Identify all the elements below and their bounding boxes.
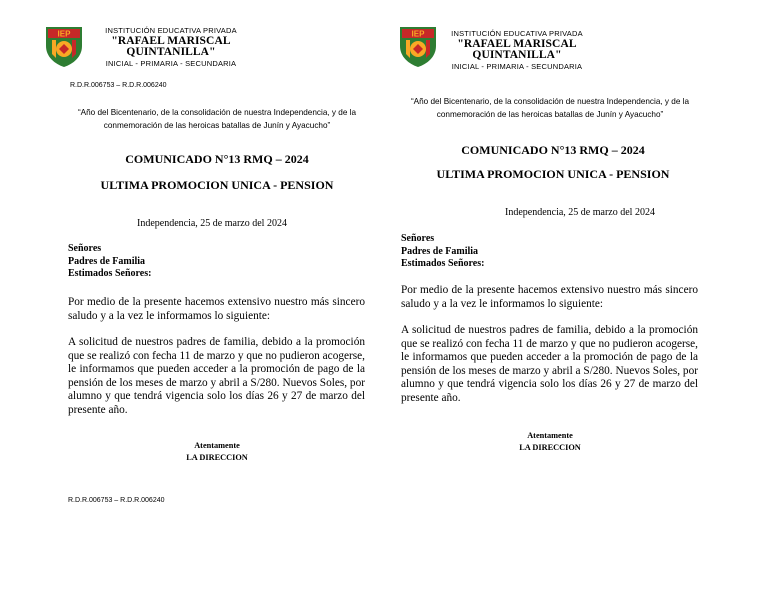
salutation-line: Estimados Señores: xyxy=(401,258,485,269)
letter-date: Independencia, 25 de marzo del 2024 xyxy=(137,218,287,229)
signature-block xyxy=(157,440,277,464)
school-name: "RAFAEL MARISCAL QUINTANILLA" xyxy=(457,37,577,61)
school-type: INSTITUCIÓN EDUCATIVA PRIVADA xyxy=(451,29,583,38)
intro-paragraph: Por medio de la presente hacemos extensivo nuestro más sincero saludo y a la vez le informamos lo siguiente: xyxy=(401,284,698,310)
right-letter xyxy=(384,0,768,594)
rdr-footer: R.D.R.006753 – R.D.R.006240 xyxy=(68,497,165,504)
salutation xyxy=(401,233,484,271)
salutation-line: Padres de Familia xyxy=(68,255,146,267)
communique-title: COMUNICADO N°13 RMQ – 2024 xyxy=(461,143,645,157)
school-header xyxy=(432,30,602,70)
communique-subtitle: ULTIMA PROMOCION UNICA - PENSION xyxy=(436,167,670,181)
school-header xyxy=(86,27,256,67)
communique-title: COMUNICADO N°13 RMQ – 2024 xyxy=(125,152,309,166)
communique-subtitle: ULTIMA PROMOCION UNICA - PENSION xyxy=(100,178,334,192)
closing: Atentamente xyxy=(527,431,573,440)
salutation-line: Señores xyxy=(401,233,435,244)
school-levels: INICIAL - PRIMARIA - SECUNDARIA xyxy=(451,61,583,71)
salutation-line: Padres de Familia xyxy=(401,245,479,257)
letter-date: Independencia, 25 de marzo del 2024 xyxy=(505,207,655,218)
school-name: "RAFAEL MARISCAL QUINTANILLA" xyxy=(111,34,231,58)
school-levels: INICIAL - PRIMARIA - SECUNDARIA xyxy=(105,58,237,68)
signatory: LA DIRECCION xyxy=(519,443,581,452)
logo-text: IEP xyxy=(411,29,425,39)
salutation-line: Estimados Señores: xyxy=(68,268,152,279)
salutation xyxy=(68,243,151,281)
rdr-header: R.D.R.006753 – R.D.R.006240 xyxy=(70,82,167,89)
signature-block xyxy=(490,430,610,454)
signatory: LA DIRECCION xyxy=(186,453,248,462)
intro-paragraph: Por medio de la presente hacemos extensivo nuestro más sincero saludo y a la vez le informamos lo siguiente: xyxy=(68,296,365,322)
year-motto: “Año del Bicentenario, de la consolidación de nuestra Independencia, y de la conmemoración de las heroicas batallas de Junín y Ayacucho” xyxy=(410,97,690,119)
body-paragraph: A solicitud de nuestros padres de familia, debido a la promoción que se realizó con fecha 11 de marzo y que no pudieron acogerse, le informamos que pueden acceder a la promoción de pago de la pensión de los meses de marzo y abril a S/280. Nuevos Soles, por alumno y que tendrá vigencia solo los días 26 y 27 de marzo del presente año. xyxy=(401,324,698,404)
logo-text: IEP xyxy=(57,29,71,39)
school-shield-logo xyxy=(42,24,86,68)
closing: Atentamente xyxy=(194,441,240,450)
year-motto: “Año del Bicentenario, de la consolidación de nuestra Independencia, y de la conmemoración de las heroicas batallas de Junín y Ayacucho” xyxy=(77,108,357,130)
body-paragraph: A solicitud de nuestros padres de familia, debido a la promoción que se realizó con fecha 11 de marzo y que no pudieron acogerse, le informamos que pueden acceder a la promoción de pago de la pensión de los meses de marzo y abril a S/280. Nuevos Soles, por alumno y que tendrá vigencia solo los días 26 y 27 de marzo del presente año. xyxy=(68,336,365,416)
salutation-line: Señores xyxy=(68,243,102,254)
school-type: INSTITUCIÓN EDUCATIVA PRIVADA xyxy=(105,26,237,35)
